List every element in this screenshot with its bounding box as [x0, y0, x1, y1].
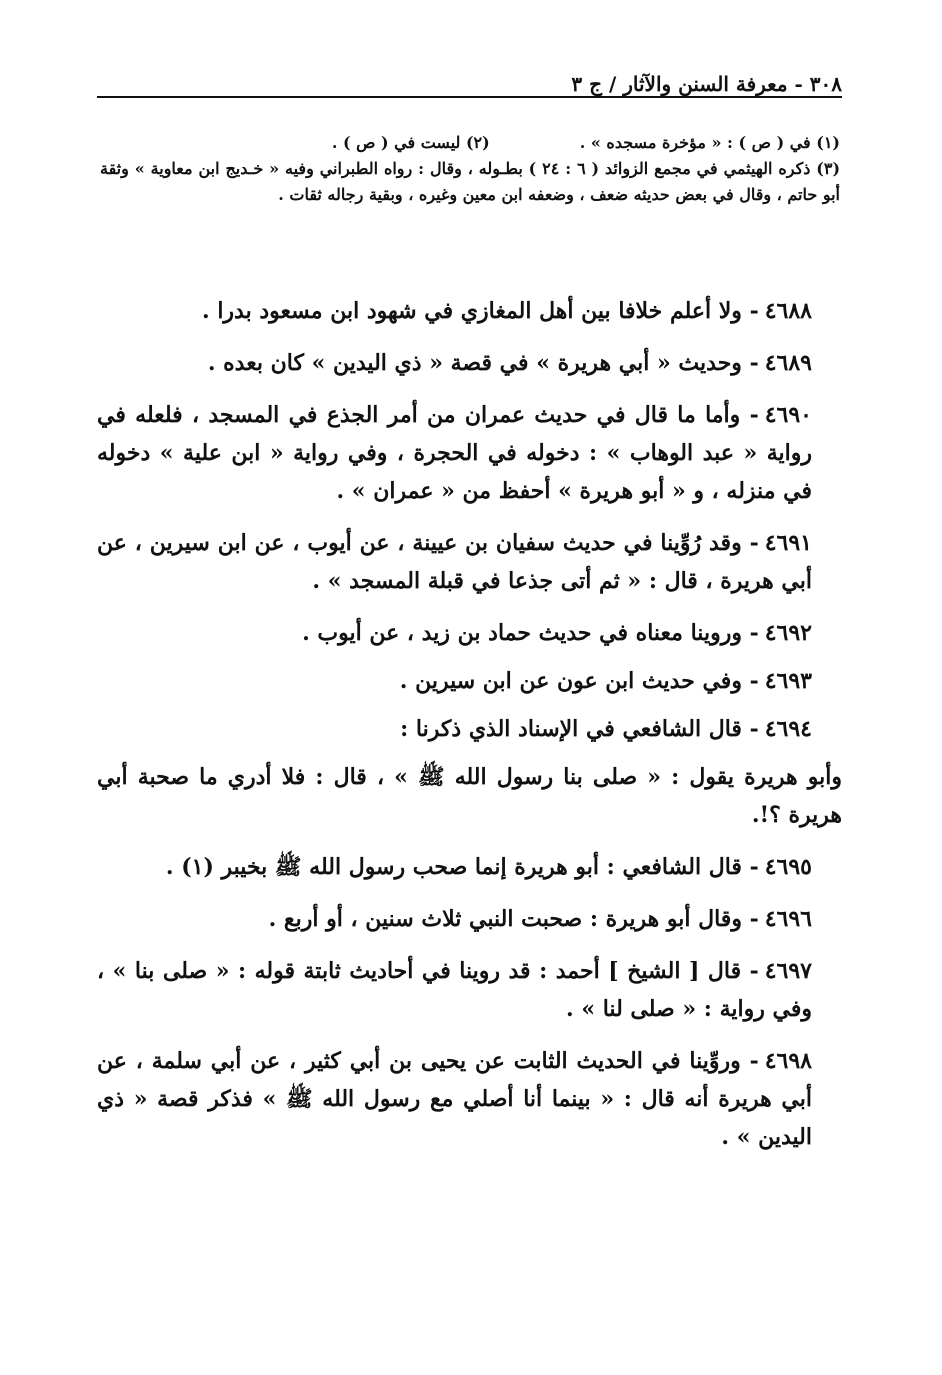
paragraph-number: ٤٦٩١: [764, 530, 812, 556]
header-rule: [97, 96, 842, 98]
paragraph-4697: [97, 952, 842, 1028]
paragraph-number: ٤٦٩٤: [764, 716, 812, 742]
paragraph-number: ٤٦٩٥: [764, 854, 812, 880]
paragraph-continuation: [97, 758, 842, 834]
footnote-1: (١) في ( ص ) : « مؤخرة مسجده » .: [579, 133, 840, 152]
paragraph-number: ٤٦٩٧: [764, 958, 812, 984]
paragraph-number: ٤٦٩٣: [764, 668, 812, 694]
paragraph-4693: [97, 662, 842, 700]
paragraph-text: - وأما ما قال في حديث عمران من أمر الجذع في المسجد ، فلعله في رواية « عبد الوهاب » : دخوله في الحجرة ، وفي رواية « ابن علية » دخوله في منزله ، و « أبو هريرة » أحفظ من « عمران » .: [97, 402, 812, 504]
paragraph-number: ٤٦٩٦: [764, 906, 812, 932]
paragraph-4692: [97, 614, 842, 652]
footnotes-section: [100, 130, 840, 208]
paragraph-text: - وقد رُوِّينا في حديث سفيان بن عيينة ، عن أيوب ، عن ابن سيرين ، عن أبي هريرة ، قال : « ثم أتى جذعا في قبلة المسجد » .: [97, 530, 812, 594]
page-header: [97, 72, 842, 104]
paragraph-number: ٤٦٩٢: [764, 620, 812, 646]
paragraph-4695: [97, 848, 842, 886]
paragraph-text: - قال [ الشيخ ] أحمد : قد روينا في أحاديث ثابتة قوله : « صلى بنا » ، وفي رواية : « صلى لنا » .: [97, 958, 812, 1022]
paragraph-4696: [97, 900, 842, 938]
footnote-3: (٣) ذكره الهيثمي في مجمع الزوائد ( ٦ : ٢٤ ) بطـوله ، وقال : رواه الطبراني وفيه « خـديج ابن معاوية » وثقة أبو حاتم ، وقال في بعض حديثه ضعف ، وضعفه ابن معين وغيره ، وبقية رجاله ثقات .: [100, 159, 841, 204]
paragraph-number: ٤٦٩٠: [764, 402, 812, 428]
footnote-2: (٢) ليست في ( ص ) .: [331, 133, 490, 152]
paragraph-number: ٤٦٨٨: [764, 298, 812, 324]
paragraph-text: - وفي حديث ابن عون عن ابن سيرين .: [399, 668, 759, 694]
paragraph-text: - ولا أعلم خلافا بين أهل المغازي في شهود ابن مسعود بدرا .: [202, 298, 759, 324]
paragraph-4691: [97, 524, 842, 600]
paragraph-4690: [97, 396, 842, 510]
paragraph-number: ٤٦٩٨: [764, 1048, 812, 1074]
paragraph-text: - وحديث « أبي هريرة » في قصة « ذي اليدين » كان بعده .: [207, 350, 759, 376]
paragraph-4698: [97, 1042, 842, 1156]
running-header-title: ٣٠٨ - معرفة السنن والآثار / ج ٣: [561, 72, 842, 96]
paragraph-text: - وقال أبو هريرة : صحبت النبي ثلاث سنين ، أو أربع .: [268, 906, 759, 932]
paragraph-4694: [97, 710, 842, 748]
paragraph-text: - قال الشافعي في الإسناد الذي ذكرنا :: [400, 716, 759, 742]
paragraph-number: ٤٦٨٩: [764, 350, 812, 376]
paragraph-4689: [97, 344, 842, 382]
paragraph-text: - قال الشافعي : أبو هريرة إنما صحب رسول الله ﷺ بخيبر (١) .: [165, 854, 759, 880]
paragraph-4688: [97, 292, 842, 330]
footnotes-row: [100, 130, 840, 156]
paragraph-text: وأبو هريرة يقول : « صلى بنا رسول الله ﷺ » ، قال : فلا أدري ما صحبة أبي هريرة ؟!.: [97, 764, 842, 828]
paragraph-text: - وروينا معناه في حديث حماد بن زيد ، عن أيوب .: [302, 620, 759, 646]
paragraph-text: - وروِّينا في الحديث الثابت عن يحيى بن أبي كثير ، عن أبي سلمة ، عن أبي هريرة أنه قال : « بينما أنا أصلي مع رسول الله ﷺ » فذكر قصة « ذي اليدين » .: [97, 1048, 812, 1150]
main-text: [97, 292, 842, 1170]
